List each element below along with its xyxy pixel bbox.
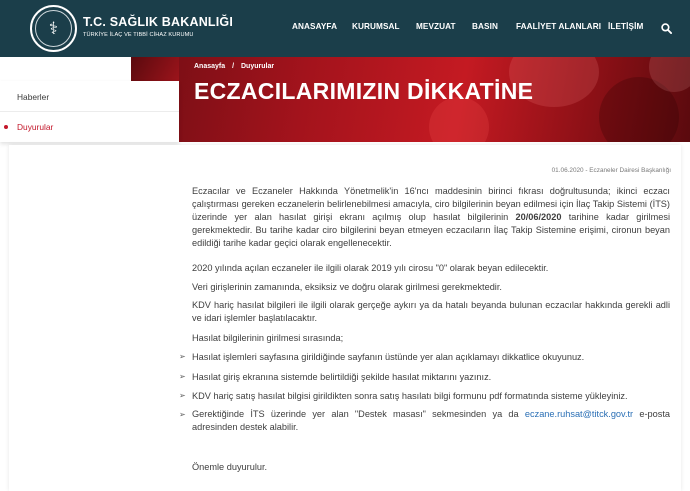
bullet-arrow-icon: ➢ — [179, 410, 186, 419]
breadcrumb-current[interactable]: Duyurular — [241, 63, 275, 70]
closing-note: Önemle duyurulur. — [192, 462, 268, 472]
support-email-link[interactable]: eczane.ruhsat@titck.gov.tr — [524, 409, 634, 419]
sidebar-divider — [0, 111, 179, 112]
bullet-arrow-icon: ➢ — [179, 391, 186, 400]
page-title: ECZACILARIMIZIN DİKKATİNE — [194, 78, 534, 104]
deadline-date: 20/06/2020 — [515, 211, 562, 222]
paragraph-5: Hasılat bilgilerinin girilmesi sırasında; — [192, 333, 344, 343]
paragraph-2: 2020 yılında açılan eczaneler ile ilgili olarak 2019 yılı cirosu "0" olarak beyan edilecektir. — [192, 263, 549, 273]
nav-mevzuat[interactable]: MEVZUAT — [416, 22, 456, 31]
sidebar-item-haberler[interactable]: Haberler — [17, 92, 50, 102]
nav-faaliyet-alanlari[interactable]: FAALİYET ALANLARI — [516, 22, 602, 31]
bullet-item-2: Hasılat giriş ekranına sistemde belirtildiği şekilde hasılat miktarını yazınız. — [192, 372, 492, 382]
nav-iletisim[interactable]: İLETİŞİM — [608, 22, 644, 31]
nav-basin[interactable]: BASIN — [472, 22, 498, 31]
bullet-item-4 — [192, 408, 670, 434]
bullet-arrow-icon: ➢ — [179, 352, 186, 361]
article-meta: 01.06.2020 - Eczaneler Dairesi Başkanlığı — [551, 167, 671, 174]
bullet-item-4-text-a: Gerektiğinde İTS üzerinde yer alan "Destek masası" sekmesinden ya da — [192, 409, 525, 419]
sidebar — [0, 81, 179, 142]
paragraph-3: Veri girişlerinin zamanında, eksiksiz ve doğru olarak girilmesi gerekmektedir. — [192, 282, 502, 292]
nav-kurumsal[interactable]: KURUMSAL — [352, 22, 400, 31]
bullet-item-4-text-b: e-posta adresinden destek alabilir. — [192, 409, 671, 432]
nav-anasayfa[interactable]: ANASAYFA — [292, 22, 338, 31]
breadcrumb — [194, 63, 279, 70]
brand-title[interactable]: T.C. SAĞLIK BAKANLIĞI — [83, 15, 234, 29]
page-banner — [179, 57, 690, 142]
caduceus-icon: ⚕ — [48, 19, 59, 38]
bullet-item-3: KDV hariç satış hasılat bilgisi girildikten sonra satış hasılatı bilgi formunu pdf formatında sisteme yükleyiniz. — [192, 391, 628, 401]
paragraph-1-text-a: Eczacılar ve Eczaneler Hakkında Yönetmelik'in 16'ncı maddesinin birinci fıkrası doğrultusunda; ikinci eczacı çalıştırması gereken eczanelerin belirlenebilmesi amacıyla, ciro bilgilerinin beyan edilmesi için İlaç Takip Sistemi (İTS) üzerinde yer alan hasılat girişi ekranı açılmış olup hasılat bilgilerinin — [192, 186, 670, 222]
breadcrumb-home[interactable]: Anasayfa — [194, 63, 226, 70]
search-icon[interactable] — [661, 23, 672, 34]
bullet-item-1: Hasılat işlemleri sayfasına girildiğinde sayfanın üstünde yer alan açıklamayı dikkatlice okuyunuz. — [192, 352, 585, 362]
brand-subtitle: TÜRKİYE İLAÇ VE TIBBİ CİHAZ KURUMU — [83, 32, 194, 38]
banner-edge — [131, 57, 179, 81]
ministry-logo[interactable] — [30, 5, 77, 52]
sidebar-item-duyurular[interactable]: Duyurular — [17, 122, 54, 132]
paragraph-1 — [192, 185, 670, 250]
breadcrumb-separator: / — [232, 63, 235, 70]
logo-emblem — [35, 10, 72, 47]
active-indicator-dot — [4, 125, 8, 129]
bullet-arrow-icon: ➢ — [179, 372, 186, 381]
paragraph-4: KDV hariç hasılat bilgileri ile ilgili olarak gerçeğe aykırı ya da hatalı beyanda bulunan eczacılar hakkında gerekli adli ve idari işlemler başlatılacaktır. — [192, 300, 670, 323]
paragraph-1-text-b: tarihine kadar girilmesi gerekmektedir. Bu tarihe kadar ciro bilgilerini beyan etmeyen eczacıların İlaç Takip Sistemine erişimi, cironun beyan edildiği tarihe kadar geçici olarak engellenecektir. — [192, 211, 670, 248]
top-header — [0, 0, 690, 57]
